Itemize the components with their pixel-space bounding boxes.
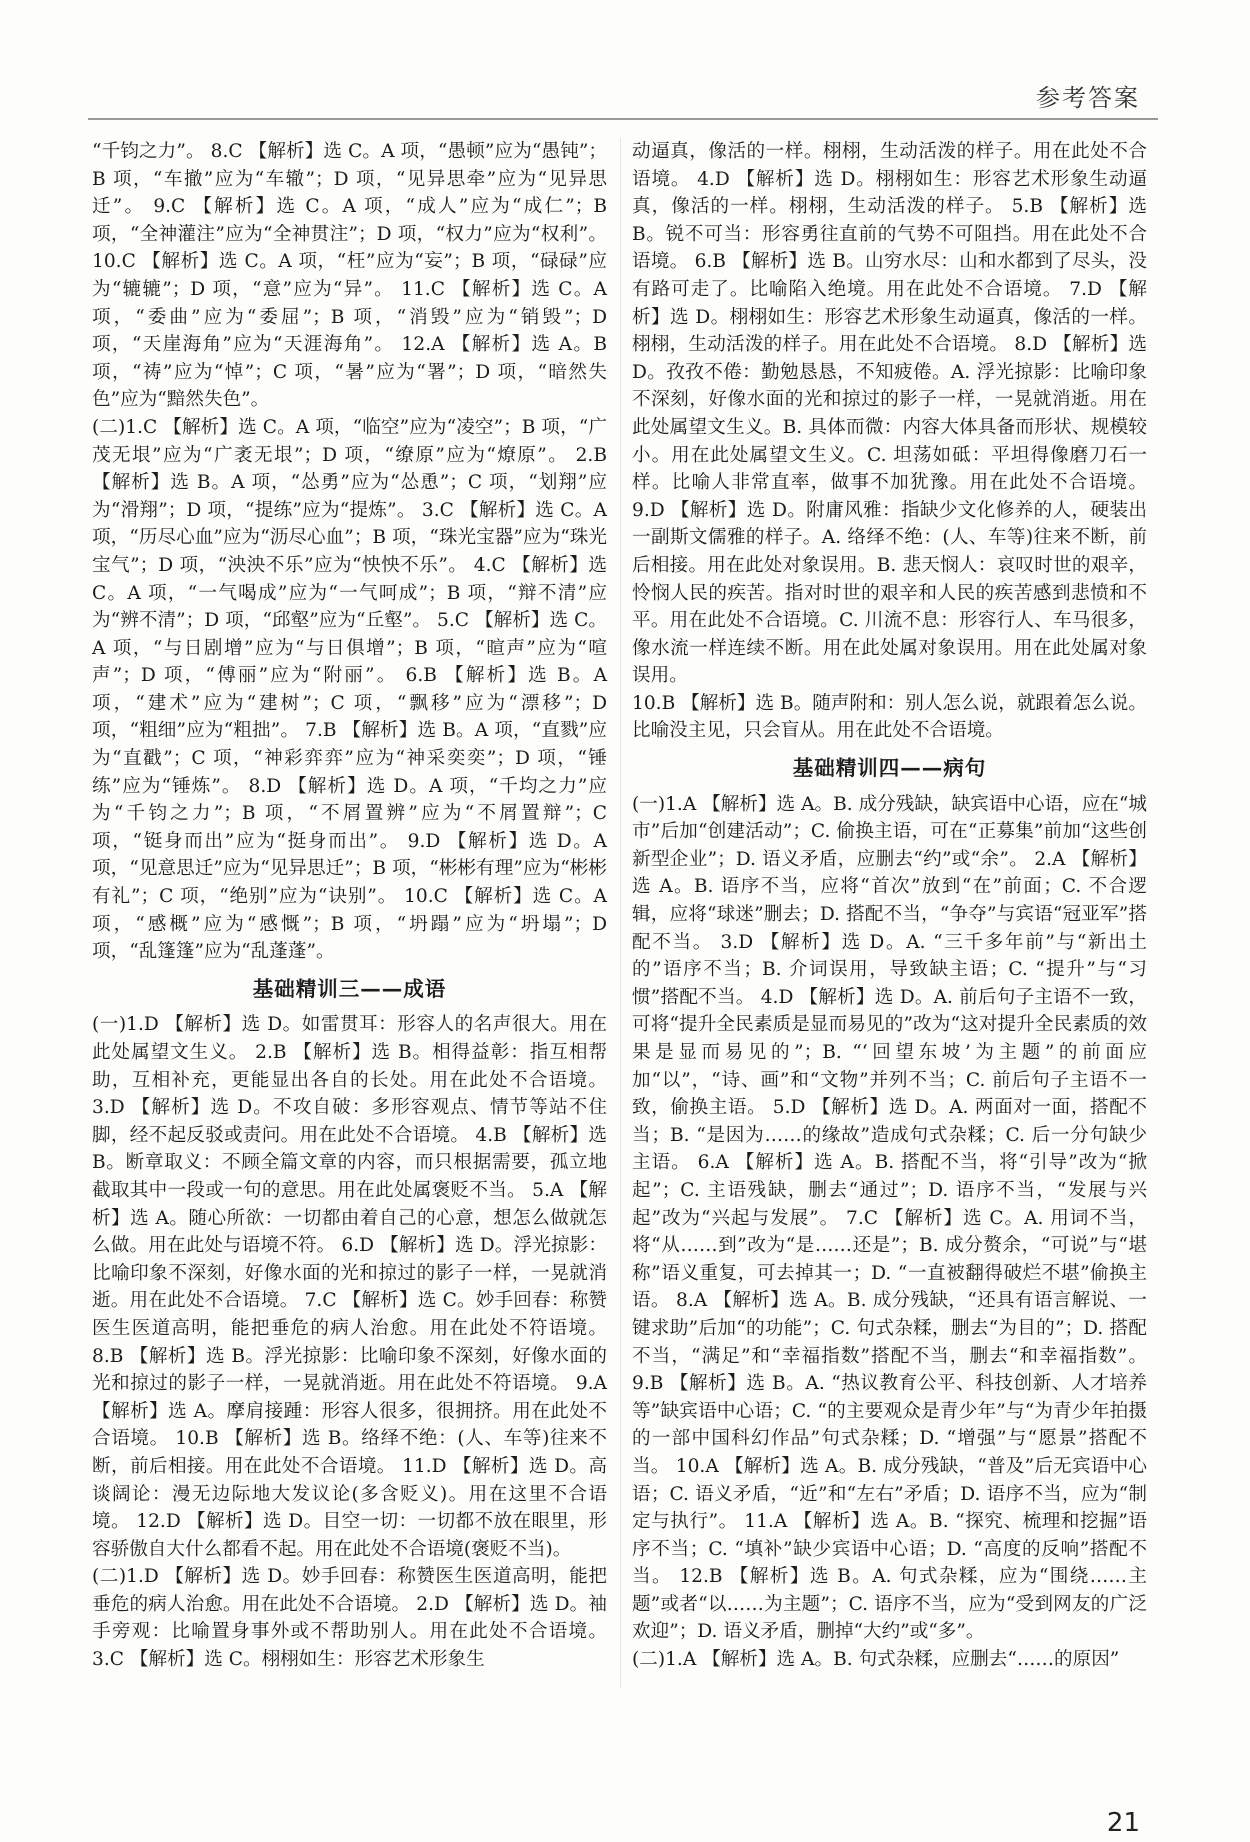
answer-paragraph: (二)1.D 【解析】选 D。妙手回春：称赞医生医道高明，能把垂危的病人治愈。用在此处不合语境。 2.D 【解析】选 D。袖手旁观：比喻置身事外或不帮助别人。用在此处不合语境。 3.C 【解析】选 C。栩栩如生：形容艺术形象生 bbox=[92, 1566, 607, 1671]
answer-paragraph: (一)1.D 【解析】选 D。如雷贯耳：形容人的名声很大。用在此处属望文生义。 2.B 【解析】选 B。相得益彰：指互相帮助，互相补充，更能显出各自的长处。用在此处不合语境。 3.D 【解析】选 D。不攻自破：多形容观点、情节等站不住脚，经不起反驳或责问。用在此处不合语境。 4.B 【解析】选 B。断章取义：不顾全篇文章的内容，而只根据需要，孤立地截取其中一段或一句的意思。用在此处属褒贬不当。 5.A 【解析】选 A。随心所欲：一切都由着自己的心意，想怎么做就怎么做。用在此处与语境不符。 6.D 【解析】选 D。浮光掠影：比喻印象不深刻，好像水面的光和掠过的影子一样，一晃就消逝。用在此处不合语境。 7.C 【解析】选 C。妙手回春：称赞医生医道高明，能把垂危的病人治愈。用在此处不符语境。 8.B 【解析】选 B。浮光掠影：比喻印象不深刻，好像水面的光和掠过的影子一样，一晃就消逝。用在此处不符语境。 9.A 【解析】选 A。摩肩接踵：形容人很多，很拥挤。用在此处不合语境。 10.B 【解析】选 B。络绎不绝：(人、车等)往来不断，前后相接。用在此处不合语境。 11.D 【解析】选 D。高谈阔论：漫无边际地大发议论(多含贬义)。用在这里不合语境。 12.D 【解析】选 D。目空一切：一切都不放在眼里，形容骄傲自大什么都看不起。用在此处不合语境(褒贬不当)。 bbox=[92, 1014, 607, 1560]
answer-paragraph: (二)1.A 【解析】选 A。B. 句式杂糅，应删去“……的原因” bbox=[632, 1649, 1120, 1671]
answer-paragraph: (二)1.C 【解析】选 C。A 项，“临空”应为“凌空”；B 项，“广茂无垠”应为“广袤无垠”；D 项，“缭原”应为“燎原”。 2.B 【解析】选 B。A 项，“怂勇”应为“怂恿”；C 项，“划翔”应为“滑翔”；D 项，“提练”应为“提炼”。 3.C 【解析】选 C。A 项，“历尽心血”应为“沥尽心血”；B 项，“珠光宝器”应为“珠光宝气”；D 项，“泱泱不乐”应为“怏怏不乐”。 4.C 【解析】选 C。A 项，“一气喝成”应为“一气呵成”；B 项，“辩不清”应为“辨不清”；D 项，“邱壑”应为“丘壑”。 5.C 【解析】选 C。A 项，“与日剧增”应为“与日俱增”；B 项，“暄声”应为“喧声”；D 项，“傅丽”应为“附丽”。 6.B 【解析】选 B。A 项，“建术”应为“建树”；C 项，“飘移”应为“漂移”；D 项，“粗细”应为“粗拙”。 7.B 【解析】选 B。A 项，“直戮”应为“直戳”；C 项，“神彩弈弈”应为“神采奕奕”；D 项，“锤练”应为“锤炼”。 8.D 【解析】选 D。A 项，“千均之力”应为“千钧之力”；B 项，“不屑置辨”应为“不屑置辩”；C 项，“铤身而出”应为“挺身而出”。 9.D 【解析】选 D。A 项，“见意思迁”应为“见异思迁”；B 项，“彬彬有理”应为“彬彬有礼”；C 项，“绝别”应为“诀别”。 10.C 【解析】选 C。A 项，“感概”应为“感慨”；B 项，“坍蹋”应为“坍塌”；D 项，“乱篷篷”应为“乱蓬蓬”。 bbox=[92, 416, 607, 963]
answer-paragraph: (一)1.A 【解析】选 A。B. 成分残缺，缺宾语中心语，应在“城市”后加“创建活动”；C. 偷换主语，可在“正募集”前加“这些创新型企业”；D. 语义矛盾，应删去“约”或“余”。 2.A 【解析】选 A。B. 语序不当，应将“首次”放到“在”前面；C. 不合逻辑，应将“球迷”删去；D. 搭配不当，“争夺”与宾语“冠亚军”搭配不当。 3.D 【解析】选 D。A. “三千多年前”与“新出土的”语序不当；B. 介词误用，导致缺主语；C. “提升”与“习惯”搭配不当。 4.D 【解析】选 D。A. 前后句子主语不一致，可将“提升全民素质是显而易见的”改为“这对提升全民素质的效果是显而易见的”；B. “‘回望东坡’为主题”的前面应加“以”，“诗、画”和“文物”并列不当；C. 前后句子主语不一致，偷换主语。 5.D 【解析】选 D。A. 两面对一面，搭配不当；B. “是因为……的缘故”造成句式杂糅；C. 后一分句缺少主语。 6.A 【解析】选 A。B. 搭配不当，将“引导”改为“掀起”；C. 主语残缺，删去“通过”；D. 语序不当，“发展与兴起”改为“兴起与发展”。 7.C 【解析】选 C。A. 用词不当，将“从……到”改为“是……还是”；B. 成分赘余，“可说”与“堪称”语义重复，可去掉其一；D. “一直被翻得破烂不堪”偷换主语。 8.A 【解析】选 A。B. 成分残缺，“还具有语言解说、一键求助”后加“的功能”；C. 句式杂糅，删去“为目的”；D. 搭配不当，“满足”和“幸福指数”搭配不当，删去“和幸福指数”。 9.B 【解析】选 B。A. “热议教育公平、科技创新、人才培养等”缺宾语中心语；C. “的主要观众是青少年”与“为青少年拍摄的一部中国科幻作品”句式杂糅；D. “增强”与“愿景”搭配不当。 10.A 【解析】选 A。B. 成分残缺，“普及”后无宾语中心语；C. 语义矛盾，“近”和“左右”矛盾；D. 语序不当，应为“制定与执行”。 11.A 【解析】选 A。B. “探究、梳理和挖掘”语序不当；C. “填补”缺少宾语中心语；D. “高度的反响”搭配不当。 12.B 【解析】选 B。A. 句式杂糅，应为“围绕……主题”或者“以……为主题”；C. 语序不当，应为“受到网友的广泛欢迎”；D. 语义矛盾，删掉“大约”或“多”。 bbox=[632, 793, 1147, 1643]
left-column bbox=[92, 138, 607, 1674]
page-number: 21 bbox=[1106, 1808, 1140, 1838]
header-label: 参考答案 bbox=[1036, 84, 1140, 112]
section-heading: 基础精训三——成语 bbox=[252, 976, 447, 1001]
answer-paragraph: 动逼真，像活的一样。栩栩，生动活泼的样子。用在此处不合语境。 4.D 【解析】选 D。栩栩如生：形容艺术形象生动逼真，像活的一样。栩栩，生动活泼的样子。 5.B 【解析】选 B。锐不可当：形容勇往直前的气势不可阻挡。用在此处不合语境。 6.B 【解析】选 B。山穷水尽：山和水都到了尽头，没有路可走了。比喻陷入绝境。用在此处不合语境。 7.D 【解析】选 D。栩栩如生：形容艺术形象生动逼真，像活的一样。栩栩，生动活泼的样子。用在此处不合语境。 8.D 【解析】选 D。孜孜不倦：勤勉恳恳，不知疲倦。A. 浮光掠影：比喻印象不深刻，好像水面的光和掠过的影子一样，一晃就消逝。用在此处属望文生义。B. 具体而微：内容大体具备而形状、规模较小。用在此处属望文生义。C. 坦荡如砥：平坦得像磨刀石一样。比喻人非常直率，做事不加犹豫。用在此处不合语境。 9.D 【解析】选 D。附庸风雅：指缺少文化修养的人，硬装出一副斯文儒雅的样子。A. 络绎不绝：(人、车等)往来不断，前后相接。用在此处对象误用。B. 悲天悯人：哀叹时世的艰辛，怜悯人民的疾苦。指对时世的艰辛和人民的疾苦感到悲愤和不平。用在此处不合语境。C. 川流不息：形容行人、车马很多，像水流一样连续不断。用在此处属对象误用。用在此处属对象误用。 bbox=[632, 141, 1147, 687]
column-divider bbox=[620, 138, 621, 1688]
answer-paragraph: 10.B 【解析】选 B。随声附和：别人怎么说，就跟着怎么说。比喻没主见，只会盲从。用在此处不合语境。 bbox=[632, 692, 1147, 742]
header-rule bbox=[88, 118, 1158, 120]
section-heading: 基础精训四——病句 bbox=[792, 756, 987, 781]
right-column bbox=[632, 138, 1147, 1674]
answer-paragraph: “千钧之力”。 8.C 【解析】选 C。A 项，“愚顿”应为“愚钝”；B 项，“车撤”应为“车辙”；D 项，“见异思牵”应为“见异思迁”。 9.C 【解析】选 C。A 项，“成人”应为“成仁”；B 项，“全神灌注”应为“全神贯注”；D 项，“权力”应为“权利”。 10.C 【解析】选 C。A 项，“枉”应为“妄”；B 项，“碌碌”应为“辘辘”；D 项，“意”应为“异”。 11.C 【解析】选 C。A 项，“委曲”应为“委屈”；B 项，“消毁”应为“销毁”；D 项，“天崖海角”应为“天涯海角”。 12.A 【解析】选 A。B 项，“祷”应为“悼”；C 项，“暑”应为“署”；D 项，“暗然失色”应为“黯然失色”。 bbox=[92, 141, 607, 411]
